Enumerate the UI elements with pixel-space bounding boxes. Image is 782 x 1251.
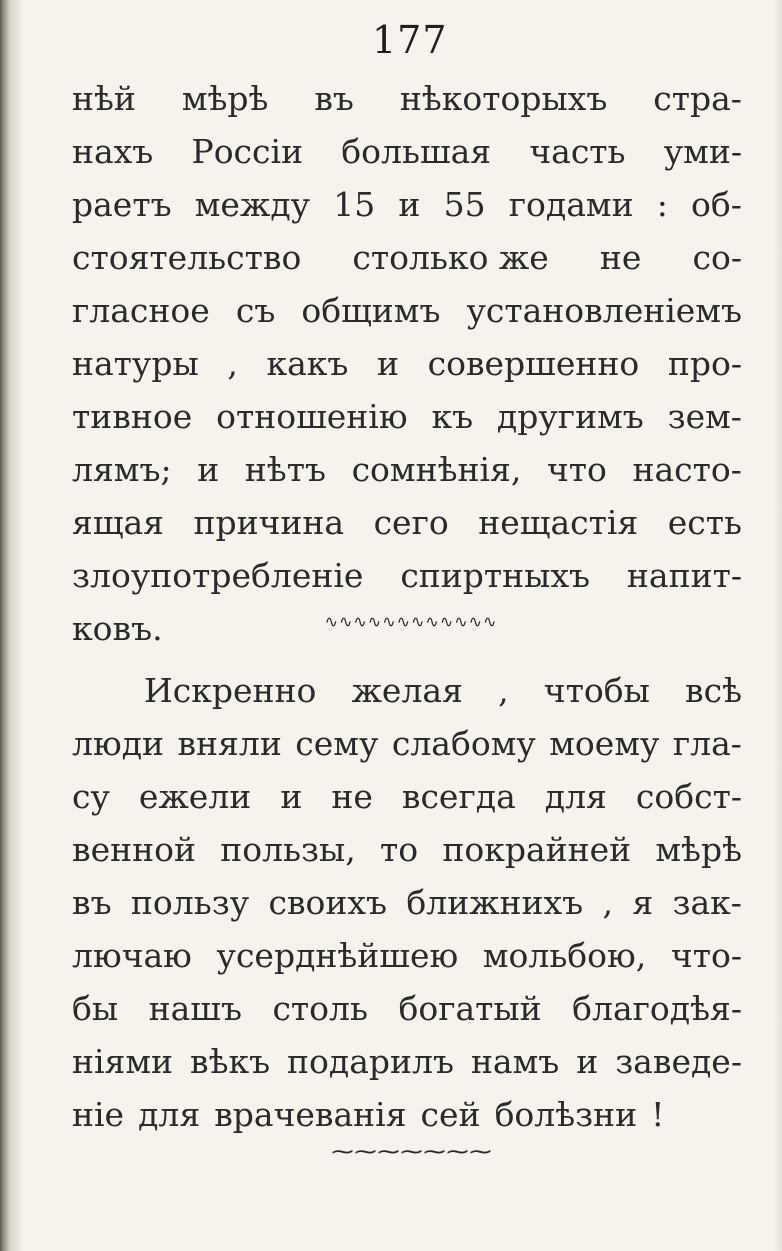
- word: стра-: [653, 79, 742, 118]
- text-line: [72, 1035, 742, 1088]
- word: усерднѣйшею: [216, 936, 459, 975]
- word: для: [138, 1095, 201, 1134]
- word: общимъ: [301, 291, 441, 330]
- word: стоятельство: [72, 238, 302, 277]
- word: желая: [351, 671, 463, 710]
- word: 15: [333, 185, 376, 224]
- word: :: [656, 185, 668, 224]
- word: сомнѣнія,: [351, 450, 522, 489]
- word: и: [280, 777, 303, 816]
- text-line: [72, 823, 742, 876]
- word: въ: [72, 883, 112, 922]
- word: моему: [549, 724, 660, 763]
- word: болѣзни: [494, 1095, 638, 1134]
- word: мѣрѣ: [181, 79, 269, 118]
- word: ніями: [72, 1042, 174, 1081]
- word: венной: [72, 830, 196, 869]
- word: благодѣя-: [572, 989, 742, 1028]
- word: и: [376, 344, 399, 383]
- word: чтобы: [543, 671, 650, 710]
- word: ніе: [72, 1095, 125, 1134]
- word: врачеванія: [214, 1095, 407, 1134]
- word: ,: [498, 671, 509, 710]
- text-line: [72, 72, 742, 125]
- page-number: 177: [372, 18, 448, 62]
- word: и: [398, 185, 421, 224]
- word: ,: [602, 883, 613, 922]
- ornament-divider-2: ⁓⁓⁓⁓⁓⁓⁓: [331, 1140, 493, 1165]
- word: часть: [529, 132, 626, 171]
- text-line: [72, 390, 742, 443]
- text-line: [72, 496, 742, 549]
- word: покрайней: [442, 830, 632, 869]
- word: не: [331, 777, 373, 816]
- word: богатый: [398, 989, 542, 1028]
- word: то: [379, 830, 419, 869]
- text-line: [72, 664, 742, 717]
- text-line: [72, 231, 742, 284]
- word: какъ: [266, 344, 349, 383]
- text-line: [72, 549, 742, 602]
- word: сему: [295, 724, 379, 763]
- word: и: [197, 450, 220, 489]
- word: сей: [420, 1095, 481, 1134]
- paragraph-2: [72, 664, 742, 1141]
- text-line: [72, 284, 742, 337]
- word: не: [599, 238, 642, 277]
- word: лючаю: [72, 936, 192, 975]
- word: вняли: [177, 724, 282, 763]
- ornament-divider-1: ∿∿∿∿∿∿∿∿∿∿∿∿: [324, 612, 498, 631]
- word: другимъ: [496, 397, 644, 436]
- word: заведе-: [615, 1042, 742, 1081]
- word: отношенію: [216, 397, 408, 436]
- word: столько же: [352, 238, 549, 277]
- word: ящая: [72, 503, 164, 542]
- text-line: [72, 982, 742, 1035]
- word: мольбою,: [482, 936, 647, 975]
- word: нашъ: [148, 989, 242, 1028]
- text-line: [72, 876, 742, 929]
- word: ближнихъ: [406, 883, 584, 922]
- word: спиртныхъ: [400, 556, 591, 595]
- word: нѣй: [72, 79, 136, 118]
- word: слабому: [391, 724, 536, 763]
- word: намъ: [470, 1042, 560, 1081]
- word: между: [194, 185, 311, 224]
- word: лямъ;: [72, 450, 172, 489]
- word: для: [544, 777, 607, 816]
- word: и: [576, 1042, 599, 1081]
- word: пользу: [130, 883, 250, 922]
- text-line: [72, 1088, 742, 1141]
- word: годами: [508, 185, 634, 224]
- word: нѣкоторыхъ: [399, 79, 608, 118]
- word: 55: [443, 185, 486, 224]
- word: своихъ: [268, 883, 388, 922]
- text-line: [72, 125, 742, 178]
- word: всегда: [401, 777, 516, 816]
- word: со-: [692, 238, 742, 277]
- word: су: [72, 777, 110, 816]
- word: гласное: [72, 291, 210, 330]
- word: большая: [341, 132, 492, 171]
- word: тивное: [72, 397, 193, 436]
- word: про-: [667, 344, 742, 383]
- word: подарилъ: [287, 1042, 454, 1081]
- text-line: [72, 443, 742, 496]
- word: къ: [431, 397, 474, 436]
- word: злоупотребленіе: [72, 556, 364, 595]
- text-line: [72, 929, 742, 982]
- word: я: [632, 883, 654, 922]
- word: Искренно: [144, 671, 317, 710]
- word: натуры: [72, 344, 199, 383]
- word: что: [546, 450, 607, 489]
- word: пользы,: [220, 830, 356, 869]
- word: гла-: [672, 724, 742, 763]
- word: есть: [667, 503, 742, 542]
- word: Россіи: [191, 132, 304, 171]
- word: ежели: [138, 777, 252, 816]
- word: совершенно: [427, 344, 640, 383]
- word: уми-: [663, 132, 742, 171]
- word: напит-: [626, 556, 742, 595]
- word: причина: [193, 503, 345, 542]
- word: !: [651, 1095, 665, 1134]
- word: столь: [272, 989, 368, 1028]
- word: всѣ: [685, 671, 742, 710]
- paragraph-1: [72, 72, 742, 655]
- word: бы: [72, 989, 119, 1028]
- word: зем-: [667, 397, 742, 436]
- word: нѣтъ: [244, 450, 326, 489]
- word: зак-: [672, 883, 742, 922]
- word: установленіемъ: [466, 291, 742, 330]
- word: раетъ: [72, 185, 172, 224]
- word: сего: [373, 503, 449, 542]
- word: ,: [227, 344, 238, 383]
- word: вѣкъ: [189, 1042, 271, 1081]
- text-line: [72, 770, 742, 823]
- text-line: [72, 717, 742, 770]
- text-line: [72, 337, 742, 390]
- word: нахъ: [72, 132, 154, 171]
- word: ковъ.: [72, 609, 163, 648]
- word: насто-: [632, 450, 742, 489]
- word: об-: [691, 185, 742, 224]
- word: съ: [235, 291, 276, 330]
- word: мѣрѣ: [655, 830, 742, 869]
- word: собст-: [635, 777, 742, 816]
- text-line: [72, 178, 742, 231]
- word: люди: [72, 724, 165, 763]
- word: нещастія: [478, 503, 639, 542]
- word: что-: [670, 936, 742, 975]
- word: въ: [314, 79, 354, 118]
